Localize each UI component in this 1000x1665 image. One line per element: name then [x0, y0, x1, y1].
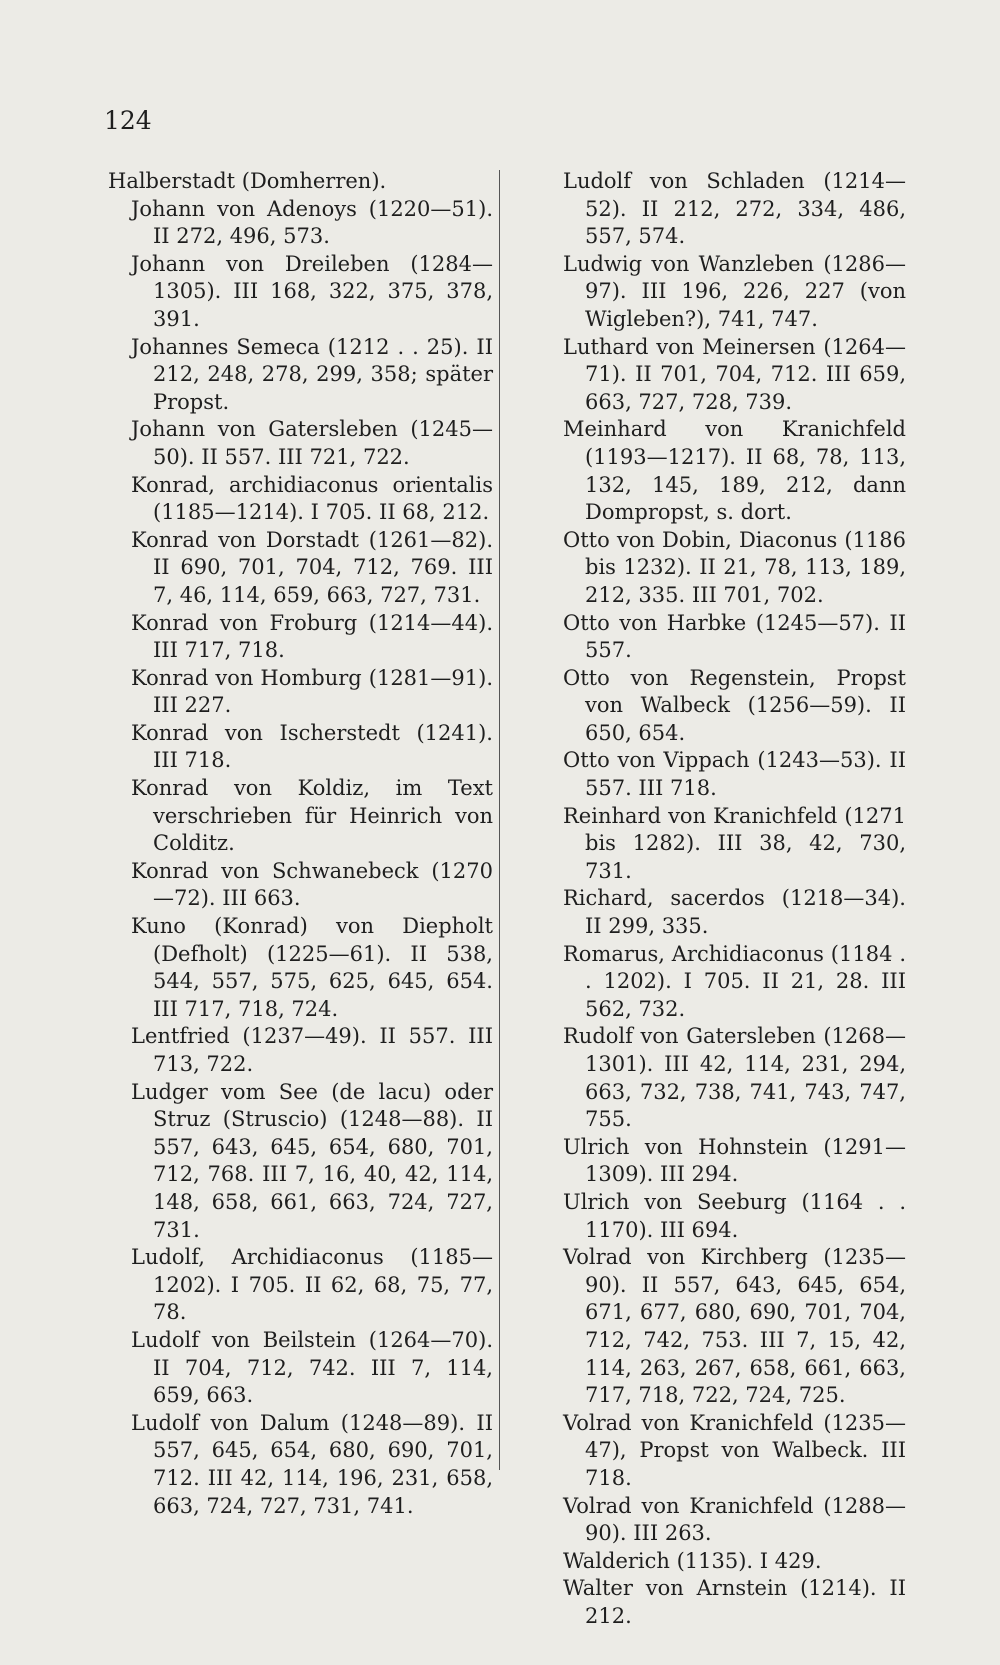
index-entry: Rudolf von Gatersleben (1268—1301). III 42, 114, 231, 294, 663, 732, 738, 741, 743, 747, 755. [563, 1024, 906, 1132]
index-entry: Volrad von Kirchberg (1235—90). II 557, 643, 645, 654, 671, 677, 680, 690, 701, 704, 712, 742, 753. III 7, 15, 42, 114, 263, 267, 658, 661, 663, 717, 718, 722, 724, 725. [563, 1245, 906, 1408]
index-entry: Otto von Regenstein, Propst von Walbeck (1256—59). II 650, 654. [563, 665, 906, 745]
page-number: 124 [104, 106, 152, 135]
index-entry: Ludolf von Dalum (1248—89). II 557, 645, 654, 680, 690, 701, 712. III 42, 114, 196, 231, 658, 663, 724, 727, 731, 741. [131, 1410, 493, 1518]
index-entry: Ludolf, Archidiaconus (1185—1202). I 705. II 62, 68, 75, 77, 78. [131, 1245, 493, 1325]
index-entry: Romarus, Archidiaconus (1184 . . 1202). I 705. II 21, 28. III 562, 732. [563, 941, 906, 1021]
right-column [563, 168, 906, 1630]
index-entry: Konrad von Schwanebeck (1270—72). III 663. [131, 858, 493, 911]
index-entry: Konrad von Froburg (1214—44). III 717, 718. [131, 610, 493, 663]
index-entry: Konrad, archidiaconus orientalis (1185—1214). I 705. II 68, 212. [131, 472, 493, 525]
index-entry: Otto von Harbke (1245—57). II 557. [563, 610, 906, 663]
index-entry: Johannes Semeca (1212 . . 25). II 212, 248, 278, 299, 358; später Propst. [131, 334, 493, 414]
index-entry: Walderich (1135). I 429. [563, 1548, 822, 1573]
index-entry: Otto von Dobin, Diaconus (1186 bis 1232). II 21, 78, 113, 189, 212, 335. III 701, 702. [563, 527, 906, 607]
index-entry: Ulrich von Hohnstein (1291—1309). III 294. [563, 1134, 906, 1187]
index-entry: Ludger vom See (de lacu) oder Struz (Struscio) (1248—88). II 557, 643, 645, 654, 680, 701, 712, 768. III 7, 16, 40, 42, 114, 148, 658, 661, 663, 724, 727, 731. [131, 1079, 493, 1242]
index-entry: Lentfried (1237—49). II 557. III 713, 722. [131, 1024, 493, 1076]
index-entry: Konrad von Homburg (1281—91). III 227. [131, 665, 493, 718]
index-entry: Meinhard von Kranichfeld (1193—1217). II 68, 78, 113, 132, 145, 189, 212, dann Dompropst, s. dort. [563, 417, 906, 525]
index-entry: Johann von Adenoys (1220—51). II 272, 496, 573. [131, 196, 493, 249]
index-entry: Walter von Arnstein (1214). II 212. [563, 1576, 906, 1628]
index-entry: Konrad von Dorstadt (1261—82). II 690, 701, 704, 712, 769. III 7, 46, 114, 659, 663, 727, 731. [131, 527, 493, 607]
index-entry: Reinhard von Kranichfeld (1271 bis 1282). III 38, 42, 730, 731. [563, 803, 906, 883]
index-entry: Richard, sacerdos (1218—34). II 299, 335. [563, 886, 906, 939]
index-entry: Kuno (Konrad) von Diepholt (Defholt) (1225—61). II 538, 544, 557, 575, 625, 645, 654. III 717, 718, 724. [131, 914, 493, 1021]
index-entry: Konrad von Koldiz, im Text verschrieben für Heinrich von Colditz. [131, 776, 493, 856]
column-divider [499, 170, 500, 1470]
section-heading: Halberstadt (Domherren). [108, 169, 387, 193]
left-column [108, 168, 493, 1520]
index-entry: Volrad von Kranichfeld (1288—90). III 263. [563, 1493, 906, 1546]
index-entry: Ludolf von Beilstein (1264—70). II 704, 712, 742. III 7, 114, 659, 663. [131, 1327, 493, 1408]
index-entry: Konrad von Ischerstedt (1241). III 718. [131, 720, 493, 773]
index-entry: Luthard von Meinersen (1264—71). II 701, 704, 712. III 659, 663, 727, 728, 739. [563, 334, 906, 414]
index-entry: Ludolf von Schladen (1214—52). II 212, 272, 334, 486, 557, 574. [563, 169, 906, 249]
index-entry: Johann von Dreileben (1284—1305). III 168, 322, 375, 378, 391. [131, 251, 493, 331]
index-entry: Ludwig von Wanzleben (1286—97). III 196, 226, 227 (von Wigleben?), 741, 747. [563, 251, 906, 331]
index-entry: Volrad von Kranichfeld (1235—47), Propst von Walbeck. III 718. [563, 1410, 906, 1490]
index-entry: Otto von Vippach (1243—53). II 557. III 718. [563, 748, 906, 801]
index-entry: Ulrich von Seeburg (1164 . . 1170). III 694. [563, 1189, 906, 1242]
index-entry: Johann von Gatersleben (1245—50). II 557. III 721, 722. [131, 417, 493, 469]
